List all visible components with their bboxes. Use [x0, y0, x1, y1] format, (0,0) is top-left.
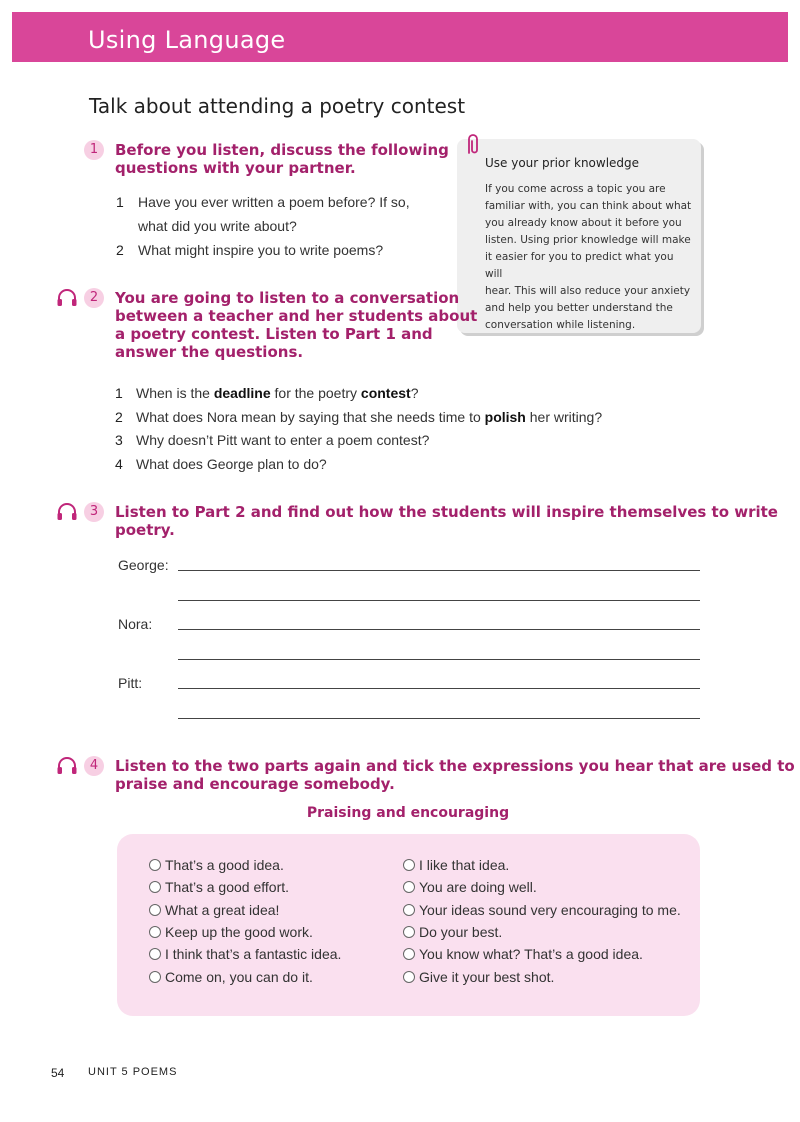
question-3-number: 3 [84, 502, 104, 522]
unit-label: UNIT 5 POEMS [88, 1066, 178, 1078]
question-4-text [115, 757, 795, 793]
option-label: Do your best. [419, 924, 503, 940]
q2-item-2 [136, 405, 602, 429]
checkbox-circle[interactable] [403, 904, 415, 916]
option-label: Come on, you can do it. [165, 969, 313, 985]
praise-option[interactable] [149, 855, 284, 875]
question-3-text [115, 503, 778, 539]
praise-box-title: Praising and encouraging [306, 805, 510, 821]
option-label: You are doing well. [419, 879, 537, 895]
q1-item-1-number: 1 [116, 194, 124, 210]
checkbox-circle[interactable] [149, 926, 161, 938]
q1-item-2-number: 2 [116, 242, 124, 258]
tip-line: If you come across a topic you are [485, 183, 666, 195]
q1-item-2: What might inspire you to write poems? [138, 242, 384, 258]
option-label: What a great idea! [165, 902, 280, 918]
keyword: polish [484, 409, 526, 425]
praise-option[interactable] [403, 855, 509, 875]
name-label-pitt: Pitt: [118, 675, 143, 691]
option-label: That’s a good effort. [165, 879, 290, 895]
question-2-line: between a teacher and her students about [115, 307, 478, 325]
question-4-line: praise and encourage somebody. [115, 775, 395, 793]
praise-option[interactable] [403, 900, 681, 920]
keyword: contest [360, 385, 411, 401]
option-label: Keep up the good work. [165, 924, 313, 940]
headphones-icon [56, 502, 78, 522]
checkbox-circle[interactable] [149, 904, 161, 916]
page-number: 54 [51, 1066, 65, 1080]
tip-line: you already know about it before you [485, 217, 682, 229]
checkbox-circle[interactable] [149, 948, 161, 960]
name-label-george: George: [118, 557, 169, 573]
text-span: When is the [136, 385, 214, 401]
answer-line[interactable] [178, 629, 700, 630]
q2-item-1 [136, 381, 419, 405]
question-1-number: 1 [84, 140, 104, 160]
answer-line[interactable] [178, 600, 700, 601]
headphones-icon [56, 756, 78, 776]
paperclip-icon [463, 133, 481, 157]
option-label: You know what? That’s a good idea. [419, 946, 643, 962]
option-label: Your ideas sound very encouraging to me. [419, 902, 681, 918]
question-4-line: Listen to the two parts again and tick the expressions you hear that are used to [115, 757, 795, 775]
checkbox-circle[interactable] [403, 881, 415, 893]
answer-line[interactable] [178, 688, 700, 689]
praise-option[interactable] [149, 967, 313, 987]
question-2-text [115, 289, 477, 361]
page-title: Using Language [88, 26, 286, 54]
praise-option[interactable] [403, 967, 554, 987]
question-1-line: questions with your partner. [115, 159, 356, 177]
option-label: I like that idea. [419, 857, 510, 873]
question-3-line: Listen to Part 2 and find out how the students will inspire themselves to write [115, 503, 778, 521]
text-span: her writing? [525, 409, 603, 425]
praise-option[interactable] [403, 922, 502, 942]
option-label: Give it your best shot. [419, 969, 555, 985]
name-label-nora: Nora: [118, 616, 153, 632]
option-label: That’s a good idea. [165, 857, 284, 873]
q2-item-2-number: 2 [115, 409, 123, 425]
answer-line[interactable] [178, 570, 700, 571]
question-2-number: 2 [84, 288, 104, 308]
q2-item-4-number: 4 [115, 456, 123, 472]
answer-line[interactable] [178, 718, 700, 719]
q2-item-3: Why doesn’t Pitt want to enter a poem contest? [136, 432, 430, 448]
checkbox-circle[interactable] [403, 971, 415, 983]
praise-option[interactable] [149, 944, 341, 964]
checkbox-circle[interactable] [149, 859, 161, 871]
checkbox-circle[interactable] [149, 881, 161, 893]
text-span: What does Nora mean by saying that she needs time to [136, 409, 485, 425]
tip-line: hear. This will also reduce your anxiety [485, 285, 691, 297]
tip-body [485, 181, 693, 334]
q2-item-3-number: 3 [115, 432, 123, 448]
praise-option[interactable] [149, 877, 289, 897]
option-label: I think that’s a fantastic idea. [165, 946, 342, 962]
question-2-line: answer the questions. [115, 343, 304, 361]
q2-item-4: What does George plan to do? [136, 456, 327, 472]
q1-item-1-line: Have you ever written a poem before? If so, [138, 194, 410, 210]
question-2-line: a poetry contest. Listen to Part 1 and [115, 325, 433, 343]
praise-option[interactable] [149, 922, 313, 942]
question-3-line: poetry. [115, 521, 175, 539]
tip-title: Use your prior knowledge [485, 156, 640, 170]
q2-item-1-number: 1 [115, 385, 123, 401]
question-1-line: Before you listen, discuss the following [115, 141, 449, 159]
question-2-line: You are going to listen to a conversation [115, 289, 460, 307]
praise-option[interactable] [403, 944, 643, 964]
keyword: deadline [213, 385, 271, 401]
checkbox-circle[interactable] [149, 971, 161, 983]
praise-option[interactable] [149, 900, 279, 920]
headphones-icon [56, 288, 78, 308]
section-subtitle: Talk about attending a poetry contest [89, 94, 466, 118]
text-span: ? [410, 385, 419, 401]
checkbox-circle[interactable] [403, 948, 415, 960]
praise-option[interactable] [403, 877, 537, 897]
checkbox-circle[interactable] [403, 926, 415, 938]
question-1-text [115, 141, 449, 177]
q1-item-1 [138, 190, 410, 238]
tip-line: familiar with, you can think about what [485, 200, 692, 212]
answer-line[interactable] [178, 659, 700, 660]
question-4-number: 4 [84, 756, 104, 776]
checkbox-circle[interactable] [403, 859, 415, 871]
q1-item-1-line: what did you write about? [138, 218, 297, 234]
tip-line: conversation while listening. [485, 319, 636, 331]
text-span: for the poetry [270, 385, 361, 401]
tip-line: listen. Using prior knowledge will make [485, 234, 691, 246]
tip-line: and help you better understand the [485, 302, 673, 314]
tip-line: it easier for you to predict what you will [485, 251, 674, 280]
